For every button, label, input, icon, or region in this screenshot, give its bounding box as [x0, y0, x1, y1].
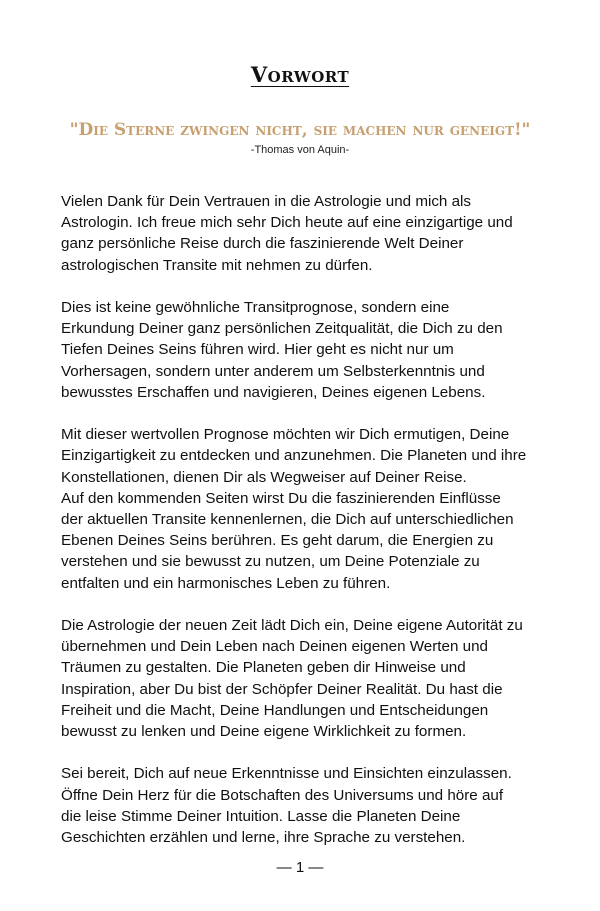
- text-line: die leise Stimme Deiner Intuition. Lasse die Planeten Deine: [61, 807, 461, 825]
- page-number: — 1 —: [276, 859, 324, 876]
- text-line: bewusstes Erschaffen und navigieren, Deines eigenen Lebens.: [61, 383, 486, 401]
- text-line: Träumen zu gestalten. Die Planeten geben dir Hinweise und: [61, 659, 466, 677]
- paragraph: [61, 191, 551, 276]
- text-line: Inspiration, aber Du bist der Schöpfer Deiner Realität. Du hast die: [61, 680, 503, 698]
- text-line: Mit dieser wertvollen Prognose möchten wir Dich ermutigen, Deine: [61, 426, 510, 444]
- text-line: Einzigartigkeit zu entdecken und anzunehmen. Die Planeten und ihre: [61, 447, 527, 465]
- text-line: entfalten und ein harmonisches Leben zu führen.: [61, 574, 391, 592]
- text-line: Erkundung Deiner ganz persönlichen Zeitqualität, die Dich zu den: [61, 320, 503, 338]
- text-line: astrologischen Transite mit nehmen zu dürfen.: [61, 256, 373, 274]
- text-line: Ebenen Deines Seins berühren. Es geht darum, die Energien zu: [61, 532, 494, 550]
- text-line: Die Astrologie der neuen Zeit lädt Dich ein, Deine eigene Autorität zu: [61, 617, 523, 635]
- text-line: Vorhersagen, sondern unter anderem um Selbsterkenntnis und: [61, 362, 485, 380]
- text-line: Freiheit und die Macht, Deine Handlungen und Entscheidungen: [61, 701, 489, 719]
- epigraph-author: -Thomas von Aquin-: [250, 144, 350, 156]
- text-line: Tiefen Deines Seins führen wird. Hier geht es nicht nur um: [61, 341, 454, 359]
- text-line: bewusst zu lenken und Deine eigene Wirklichkeit zu formen.: [61, 723, 467, 741]
- text-line: Dies ist keine gewöhnliche Transitprognose, sondern eine: [61, 299, 450, 316]
- text-line: Sei bereit, Dich auf neue Erkenntnisse und Einsichten einzulassen.: [61, 765, 512, 783]
- text-line: übernehmen und Dein Leben nach Deinen eigenen Werten und: [61, 638, 488, 656]
- text-line: Konstellationen, dienen Dir als Wegweiser auf Deiner Reise.: [61, 468, 467, 486]
- page-title: Vorwort: [250, 62, 350, 87]
- paragraph: [61, 297, 551, 403]
- text-line: Öffne Dein Herz für die Botschaften des Universums und höre auf: [61, 786, 504, 804]
- text-line: Geschichten erzählen und lerne, ihre Sprache zu verstehen.: [61, 829, 466, 847]
- text-line: Auf den kommenden Seiten wirst Du die faszinierenden Einflüsse: [61, 489, 501, 507]
- text-line: der aktuellen Transite kennenlernen, die Dich auf unterschiedlichen: [61, 511, 514, 529]
- body-text: [61, 191, 551, 869]
- paragraph: [61, 424, 551, 594]
- paragraph: [61, 615, 551, 742]
- text-line: ganz persönliche Reise durch die faszinierende Welt Deiner: [61, 235, 464, 253]
- paragraph: [61, 763, 551, 848]
- text-line: verstehen und sie bewusst zu nutzen, um Deine Potenziale zu: [61, 553, 480, 571]
- text-line: Astrologin. Ich freue mich sehr Dich heute auf eine einzigartige und: [61, 214, 513, 232]
- epigraph-quote: "Die Sterne zwingen nicht, sie machen nur geneigt!": [69, 120, 531, 140]
- text-line: Vielen Dank für Dein Vertrauen in die Astrologie und mich als: [61, 193, 472, 210]
